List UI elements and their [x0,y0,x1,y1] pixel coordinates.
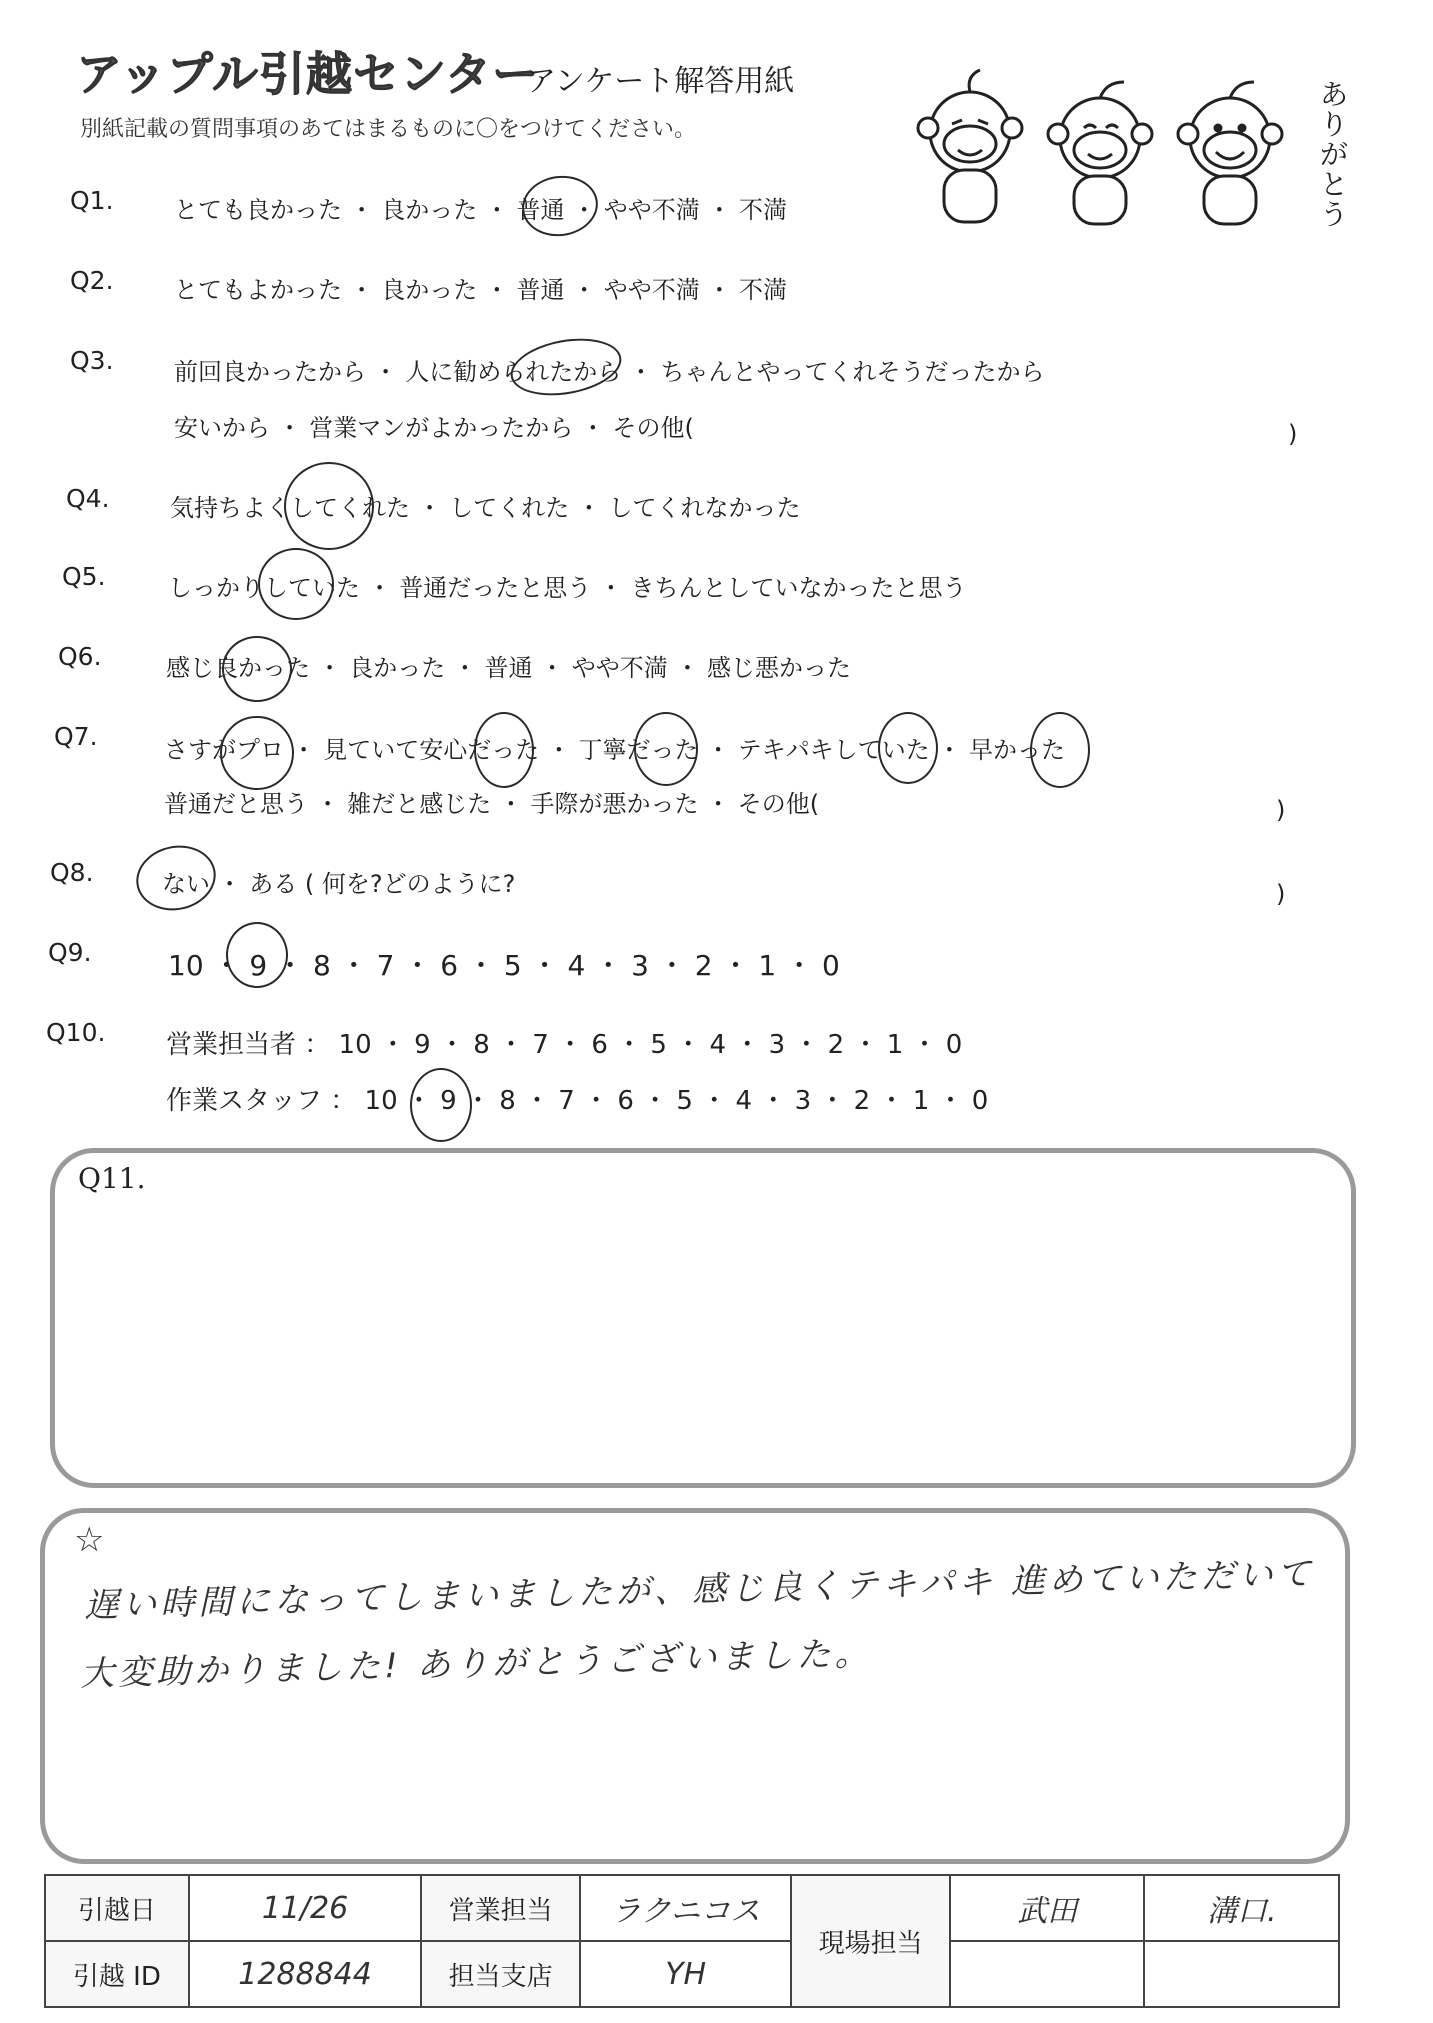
q6-label: Q6. [58,642,102,671]
q11-label: Q11. [78,1162,146,1195]
company-title: アップル引越センター [76,47,540,101]
q7-answer-mark-anshin [474,712,534,788]
q3-options-line2: 安いから ・ 営業マンがよかったから ・ その他( [174,414,694,442]
q9-label: Q9. [48,938,92,967]
q7-label: Q7. [54,722,98,751]
move-id-value: 1288844 [189,1941,422,2007]
q3-close-paren: ) [1288,420,1298,448]
star-icon: ☆ [74,1520,105,1560]
q11-answer-box [50,1148,1356,1488]
q6-options: 感じ良かった ・ 良かった ・ 普通 ・ やや不満 ・ 感じ悪かった [166,654,852,682]
q7-answer-mark-hayai [1030,712,1090,788]
q1-answer-mark [518,171,602,241]
move-date-value: 11/26 [189,1875,422,1941]
q6-answer-mark [222,636,292,702]
q7-options-line1: さすがプロ ・ 見ていて安心だった ・ 丁寧だった ・ テキパキしていた ・ 早かった [164,736,1066,764]
q5-options: しっかりしていた ・ 普通だったと思う ・ きちんとしていなかったと思う [168,574,967,602]
q9-answer-mark [226,922,288,988]
comment-line-1: 遅い時間になってしまいましたが、感じ良くテキパキ 進めていただいて [83,1553,1316,1627]
instruction-text: 別紙記載の質問事項のあてはまるものに〇をつけてください。 [80,117,697,142]
q8-options: ない ・ ある ( 何を?どのように? [162,870,516,898]
q4-answer-mark [284,462,374,550]
q1-label: Q1. [70,186,114,215]
move-date-label: 引越日 [45,1875,189,1941]
q7-answer-mark-tekipaki [878,712,938,784]
move-id-label: 引越 ID [45,1941,189,2007]
q10-sales-scale: 営業担当者 ： 10 ・ 9 ・ 8 ・ 7 ・ 6 ・ 5 ・ 4 ・ 3 ・ 2 ・ 1 ・ 0 [166,1030,963,1060]
q8-close-paren: ) [1276,880,1286,908]
q9-scale: 10 ・ 9 ・ 8 ・ 7 ・ 6 ・ 5 ・ 4 ・ 3 ・ 2 ・ 1 ・ 0 [168,949,840,982]
q3-answer-mark [506,331,626,404]
sales-label: 営業担当 [421,1875,580,1941]
q2-label: Q2. [70,266,114,295]
q10-staff-answer-mark [410,1068,472,1142]
q2-options: とてもよかった ・ 良かった ・ 普通 ・ やや不満 ・ 不満 [174,276,788,304]
q7-answer-mark-teinei [634,712,698,786]
footer-info-table [44,1874,1340,2008]
q4-options: 気持ちよくしてくれた ・ してくれた ・ してくれなかった [170,494,801,522]
q5-answer-mark [258,548,334,620]
q8-label: Q8. [50,858,94,887]
q3-label: Q3. [70,346,114,375]
mascot-caption: ありがとう [1320,78,1349,231]
comment-line-2: 大変助かりました! ありがとうございました。 [79,1633,873,1695]
site-staff-4 [1144,1941,1339,2007]
q10-label: Q10. [46,1018,106,1047]
site-staff-2: 溝口. [1144,1875,1339,1941]
site-staff-label: 現場担当 [791,1875,950,2007]
q3-options-line1: 前回良かったから ・ 人に勧められたから ・ ちゃんとやってくれそうだったから [174,358,1045,386]
q5-label: Q5. [62,562,106,591]
q1-options: とても良かった ・ 良かった ・ 普通 ・ やや不満 ・ 不満 [174,196,788,224]
branch-value: YH [580,1941,791,2007]
q7-answer-mark-pro [220,716,294,790]
q7-close-paren: ) [1276,796,1286,824]
q7-options-line2: 普通だと思う ・ 雑だと感じた ・ 手際が悪かった ・ その他( [164,790,820,818]
q10-staff-scale: 作業スタッフ ： 10 ・ 9 ・ 8 ・ 7 ・ 6 ・ 5 ・ 4 ・ 3 ・ 2 ・ 1 ・ 0 [166,1086,989,1116]
form-subtitle: アンケート解答用紙 [526,64,795,99]
mascot-illustration [900,62,1340,242]
sales-value: ラクニコス [580,1875,791,1941]
q4-label: Q4. [66,484,110,513]
branch-label: 担当支店 [421,1941,580,2007]
q8-answer-mark [130,838,222,917]
site-staff-1: 武田 [950,1875,1145,1941]
site-staff-3 [950,1941,1145,2007]
